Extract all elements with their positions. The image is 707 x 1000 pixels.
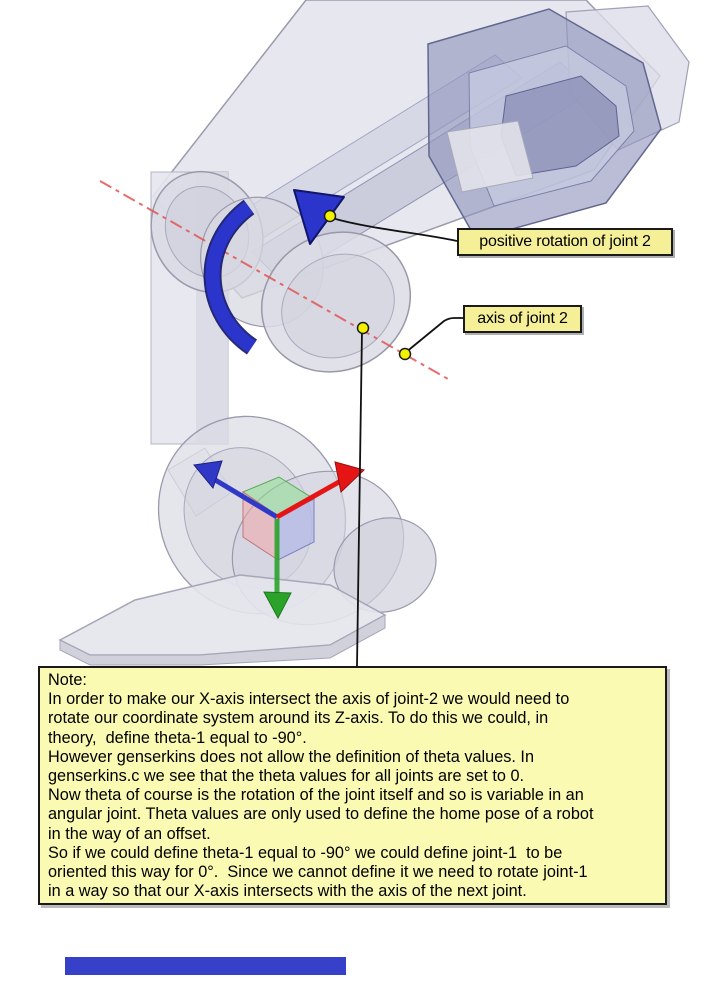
robot-forearm-wrist [428, 6, 689, 239]
callout-positive-rotation-text: positive rotation of joint 2 [479, 233, 651, 250]
note-line: in a way so that our X-axis intersects with the axis of the next joint. [48, 882, 527, 901]
callout-positive-rotation [457, 228, 673, 256]
robot-base [60, 575, 385, 665]
note-line: However genserkins does not allow the definition of theta values. In [48, 747, 535, 766]
note-line: So if we could define theta-1 equal to -90° we could define joint-1 to be [48, 843, 563, 862]
marker-axis-point-2 [400, 349, 411, 360]
note-line: Now theta of course is the rotation of the joint itself and so is variable in an [48, 786, 584, 805]
leader-axis-label [405, 318, 463, 353]
marker-rotation-point [325, 211, 336, 222]
note-line: genserkins.c we see that the theta values for all joints are set to 0. [48, 767, 525, 786]
note-box [38, 666, 667, 905]
bottom-blue-bar [65, 957, 346, 975]
note-line: Note: [48, 671, 87, 689]
marker-axis-point-1 [358, 323, 369, 334]
note-line: In order to make our X-axis intersect the axis of joint-2 we would need to [48, 690, 570, 709]
callout-axis-of-joint2 [463, 305, 582, 333]
callout-axis-text: axis of joint 2 [477, 310, 568, 327]
note-line: angular joint. Theta values are only used to define the home pose of a robot [48, 805, 594, 824]
note-line: oriented this way for 0°. Since we cannot define it we need to rotate joint-1 [48, 863, 588, 882]
note-line: in the way of an offset. [48, 824, 211, 843]
note-line: theory, define theta-1 equal to -90°. [48, 728, 307, 747]
note-line: rotate our coordinate system around its Z-axis. To do this we could, in [48, 709, 549, 728]
